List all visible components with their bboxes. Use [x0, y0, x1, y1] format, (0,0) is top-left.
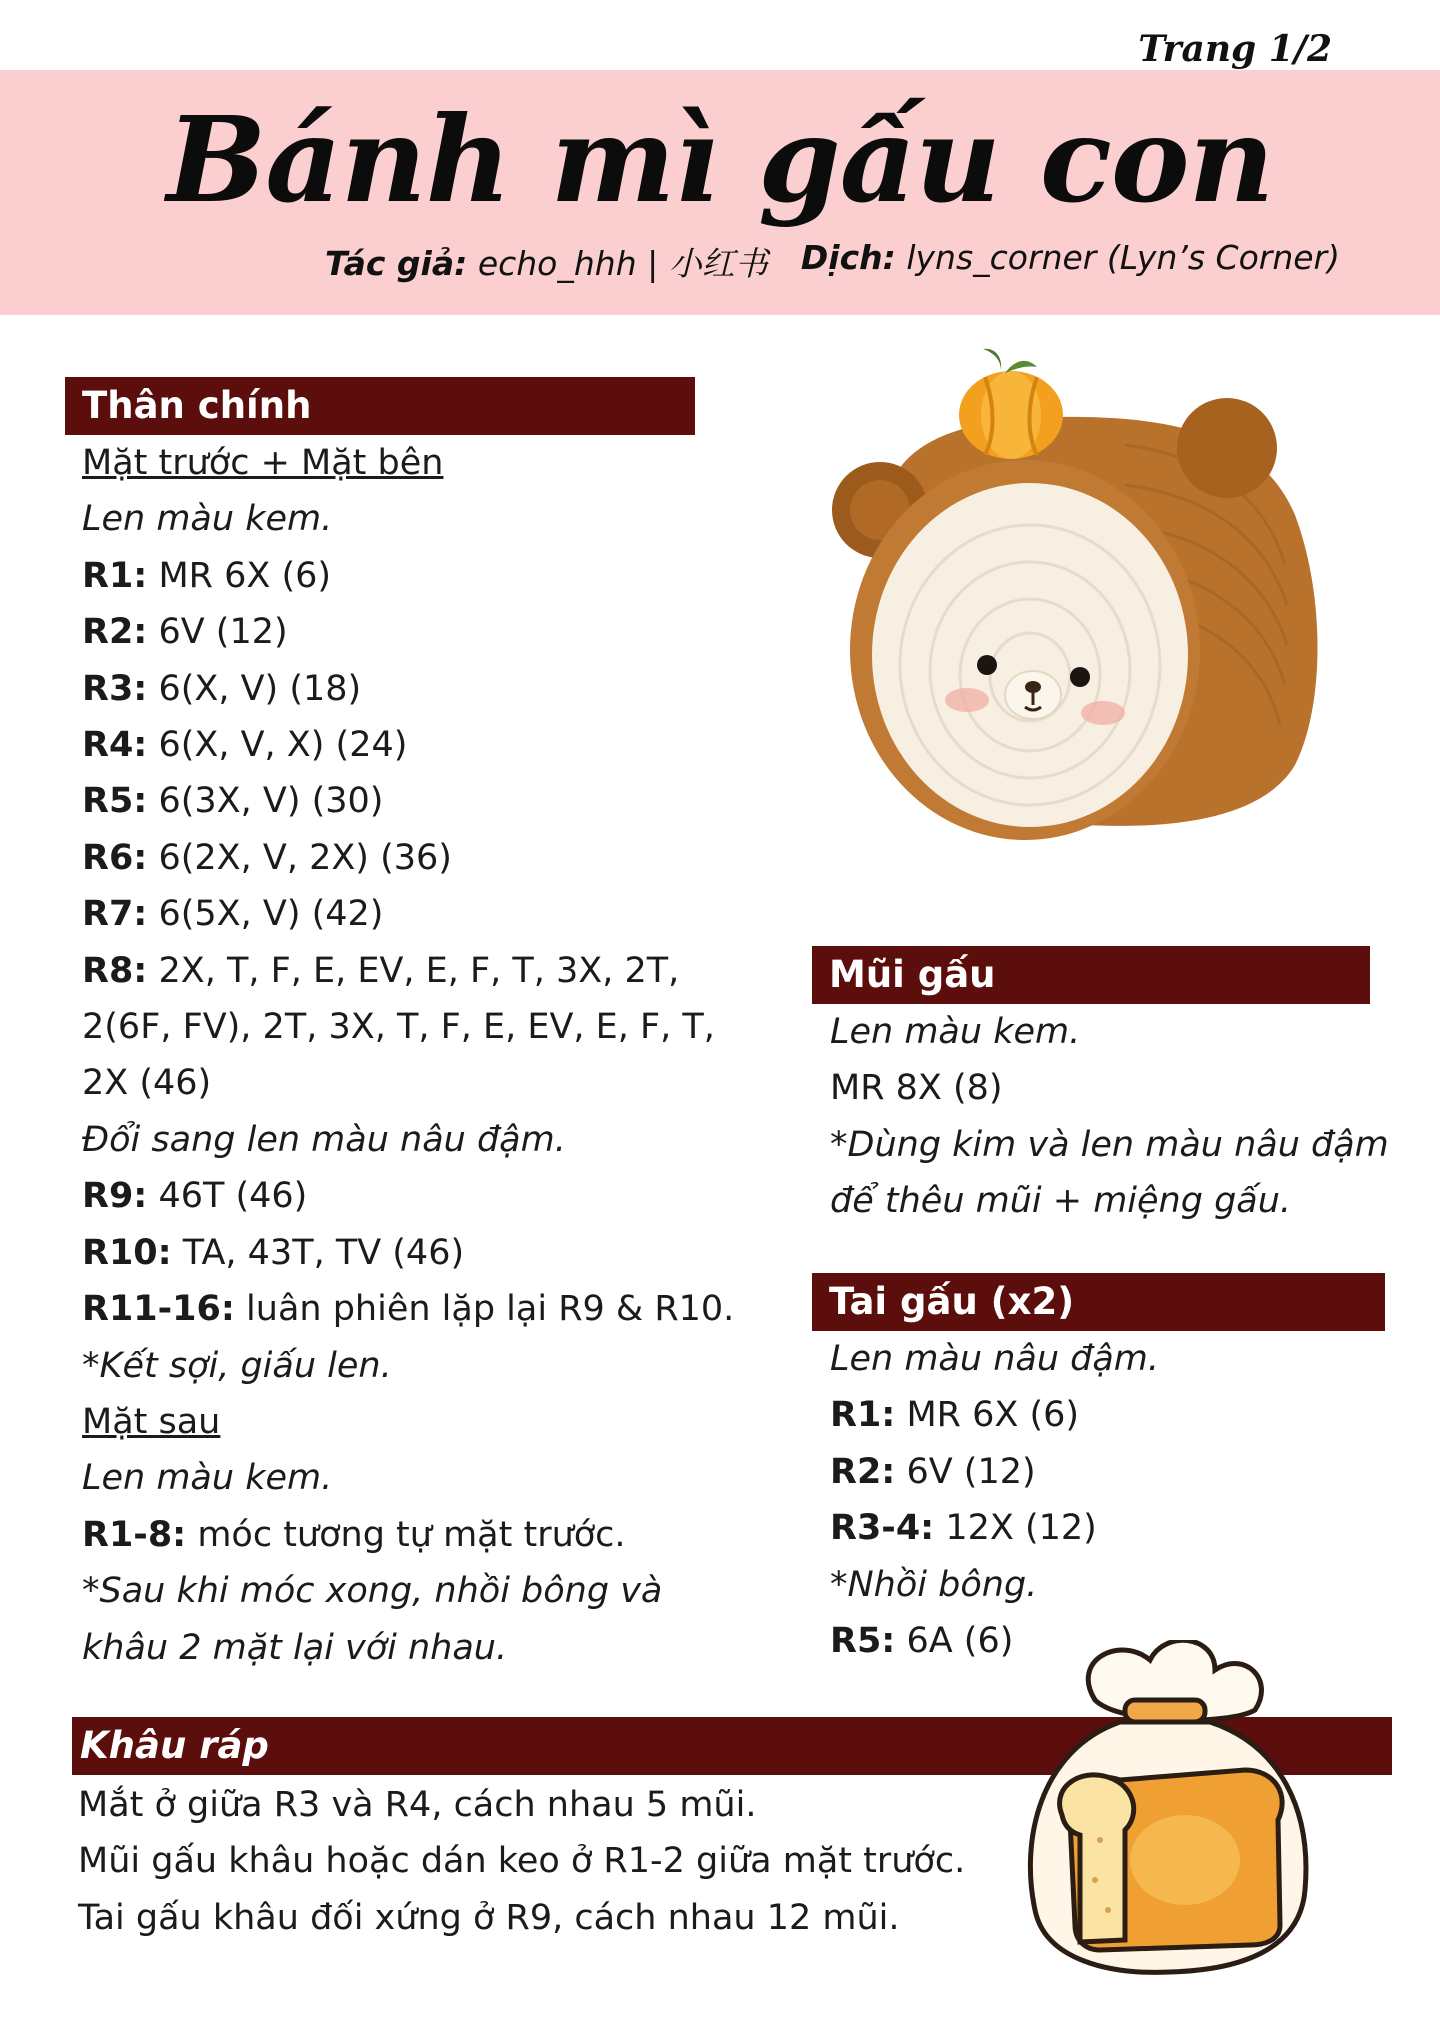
front-subheading: Mặt trước + Mặt bên — [82, 443, 444, 483]
assembly-line: Mũi gấu khâu hoặc dán keo ở R1-2 giữa mặt trước. — [78, 1841, 966, 1882]
main-body-content — [82, 435, 734, 1676]
pattern-row: R7: 6(5X, V) (42) — [82, 894, 384, 935]
bread-bear-photo — [825, 345, 1345, 885]
section-heading-main-body: Thân chính — [65, 377, 695, 435]
section-heading-nose: Mũi gấu — [812, 946, 1370, 1004]
nose-content — [830, 1004, 1389, 1230]
page-number: Trang 1/2 — [1138, 28, 1332, 70]
back-final-note: *Sau khi móc xong, nhồi bông và — [82, 1571, 663, 1612]
ears-yarn-note: Len màu nâu đậm. — [830, 1339, 1160, 1379]
pattern-row-r8-cont: 2(6F, FV), 2T, 3X, T, F, E, EV, E, F, T, — [82, 1007, 715, 1048]
pattern-row-r8: R8: 2X, T, F, E, EV, E, F, T, 3X, 2T, — [82, 950, 680, 991]
assembly-content — [78, 1777, 965, 1946]
front-yarn-note: Len màu kem. — [82, 499, 333, 540]
embroider-note-cont: để thêu mũi + miệng gấu. — [830, 1181, 1292, 1222]
pattern-row: R3: 6(X, V) (18) — [82, 668, 362, 709]
pattern-row: R11-16: luân phiên lặp lại R9 & R10. — [82, 1289, 735, 1330]
page-title: Bánh mì gấu con — [166, 90, 1274, 229]
pattern-row-r8-end: 2X (46) — [82, 1063, 212, 1104]
pattern-row: R9: 46T (46) — [82, 1176, 308, 1217]
pattern-row: R5: 6(3X, V) (30) — [82, 781, 384, 822]
pattern-row: R10: TA, 43T, TV (46) — [82, 1232, 465, 1273]
pattern-row: R4: 6(X, V, X) (24) — [82, 725, 408, 766]
pattern-row: R3-4: 12X (12) — [830, 1508, 1097, 1549]
credits — [325, 238, 1340, 285]
section-heading-assembly: Khâu ráp — [72, 1717, 1392, 1775]
assembly-line: Mắt ở giữa R3 và R4, cách nhau 5 mũi. — [78, 1785, 757, 1825]
author-credit: Tác giả: echo_hhh | 小红书 — [325, 244, 768, 283]
bread-bag-illustration — [1000, 1640, 1330, 1980]
pattern-row: R1: MR 6X (6) — [830, 1395, 1080, 1436]
pattern-row: R5: 6A (6) — [830, 1621, 1014, 1662]
stuff-note: *Nhồi bông. — [830, 1564, 1038, 1605]
ears-content — [830, 1331, 1159, 1669]
back-final-note-cont: khâu 2 mặt lại với nhau. — [82, 1627, 508, 1668]
pattern-row: R1: MR 6X (6) — [82, 555, 332, 596]
color-change-note: Đổi sang len màu nâu đậm. — [82, 1119, 566, 1160]
nose-yarn-note: Len màu kem. — [830, 1012, 1081, 1052]
back-subheading: Mặt sau — [82, 1401, 221, 1442]
finish-note: *Kết sợi, giấu len. — [82, 1345, 392, 1386]
pattern-row: R2: 6V (12) — [82, 612, 288, 653]
translator-credit: Dịch: lyns_corner (Lyn’s Corner) — [800, 238, 1340, 277]
header-banner — [0, 70, 1440, 315]
nose-row: MR 8X (8) — [830, 1068, 1003, 1109]
embroider-note: *Dùng kim và len màu nâu đậm — [830, 1124, 1389, 1165]
assembly-line: Tai gấu khâu đối xứng ở R9, cách nhau 12 mũi. — [78, 1897, 900, 1938]
pattern-row: R2: 6V (12) — [830, 1451, 1036, 1492]
back-yarn-note: Len màu kem. — [82, 1458, 333, 1499]
pattern-row: R1-8: móc tương tự mặt trước. — [82, 1514, 626, 1555]
pattern-row: R6: 6(2X, V, 2X) (36) — [82, 837, 452, 878]
section-heading-ears: Tai gấu (x2) — [812, 1273, 1385, 1331]
